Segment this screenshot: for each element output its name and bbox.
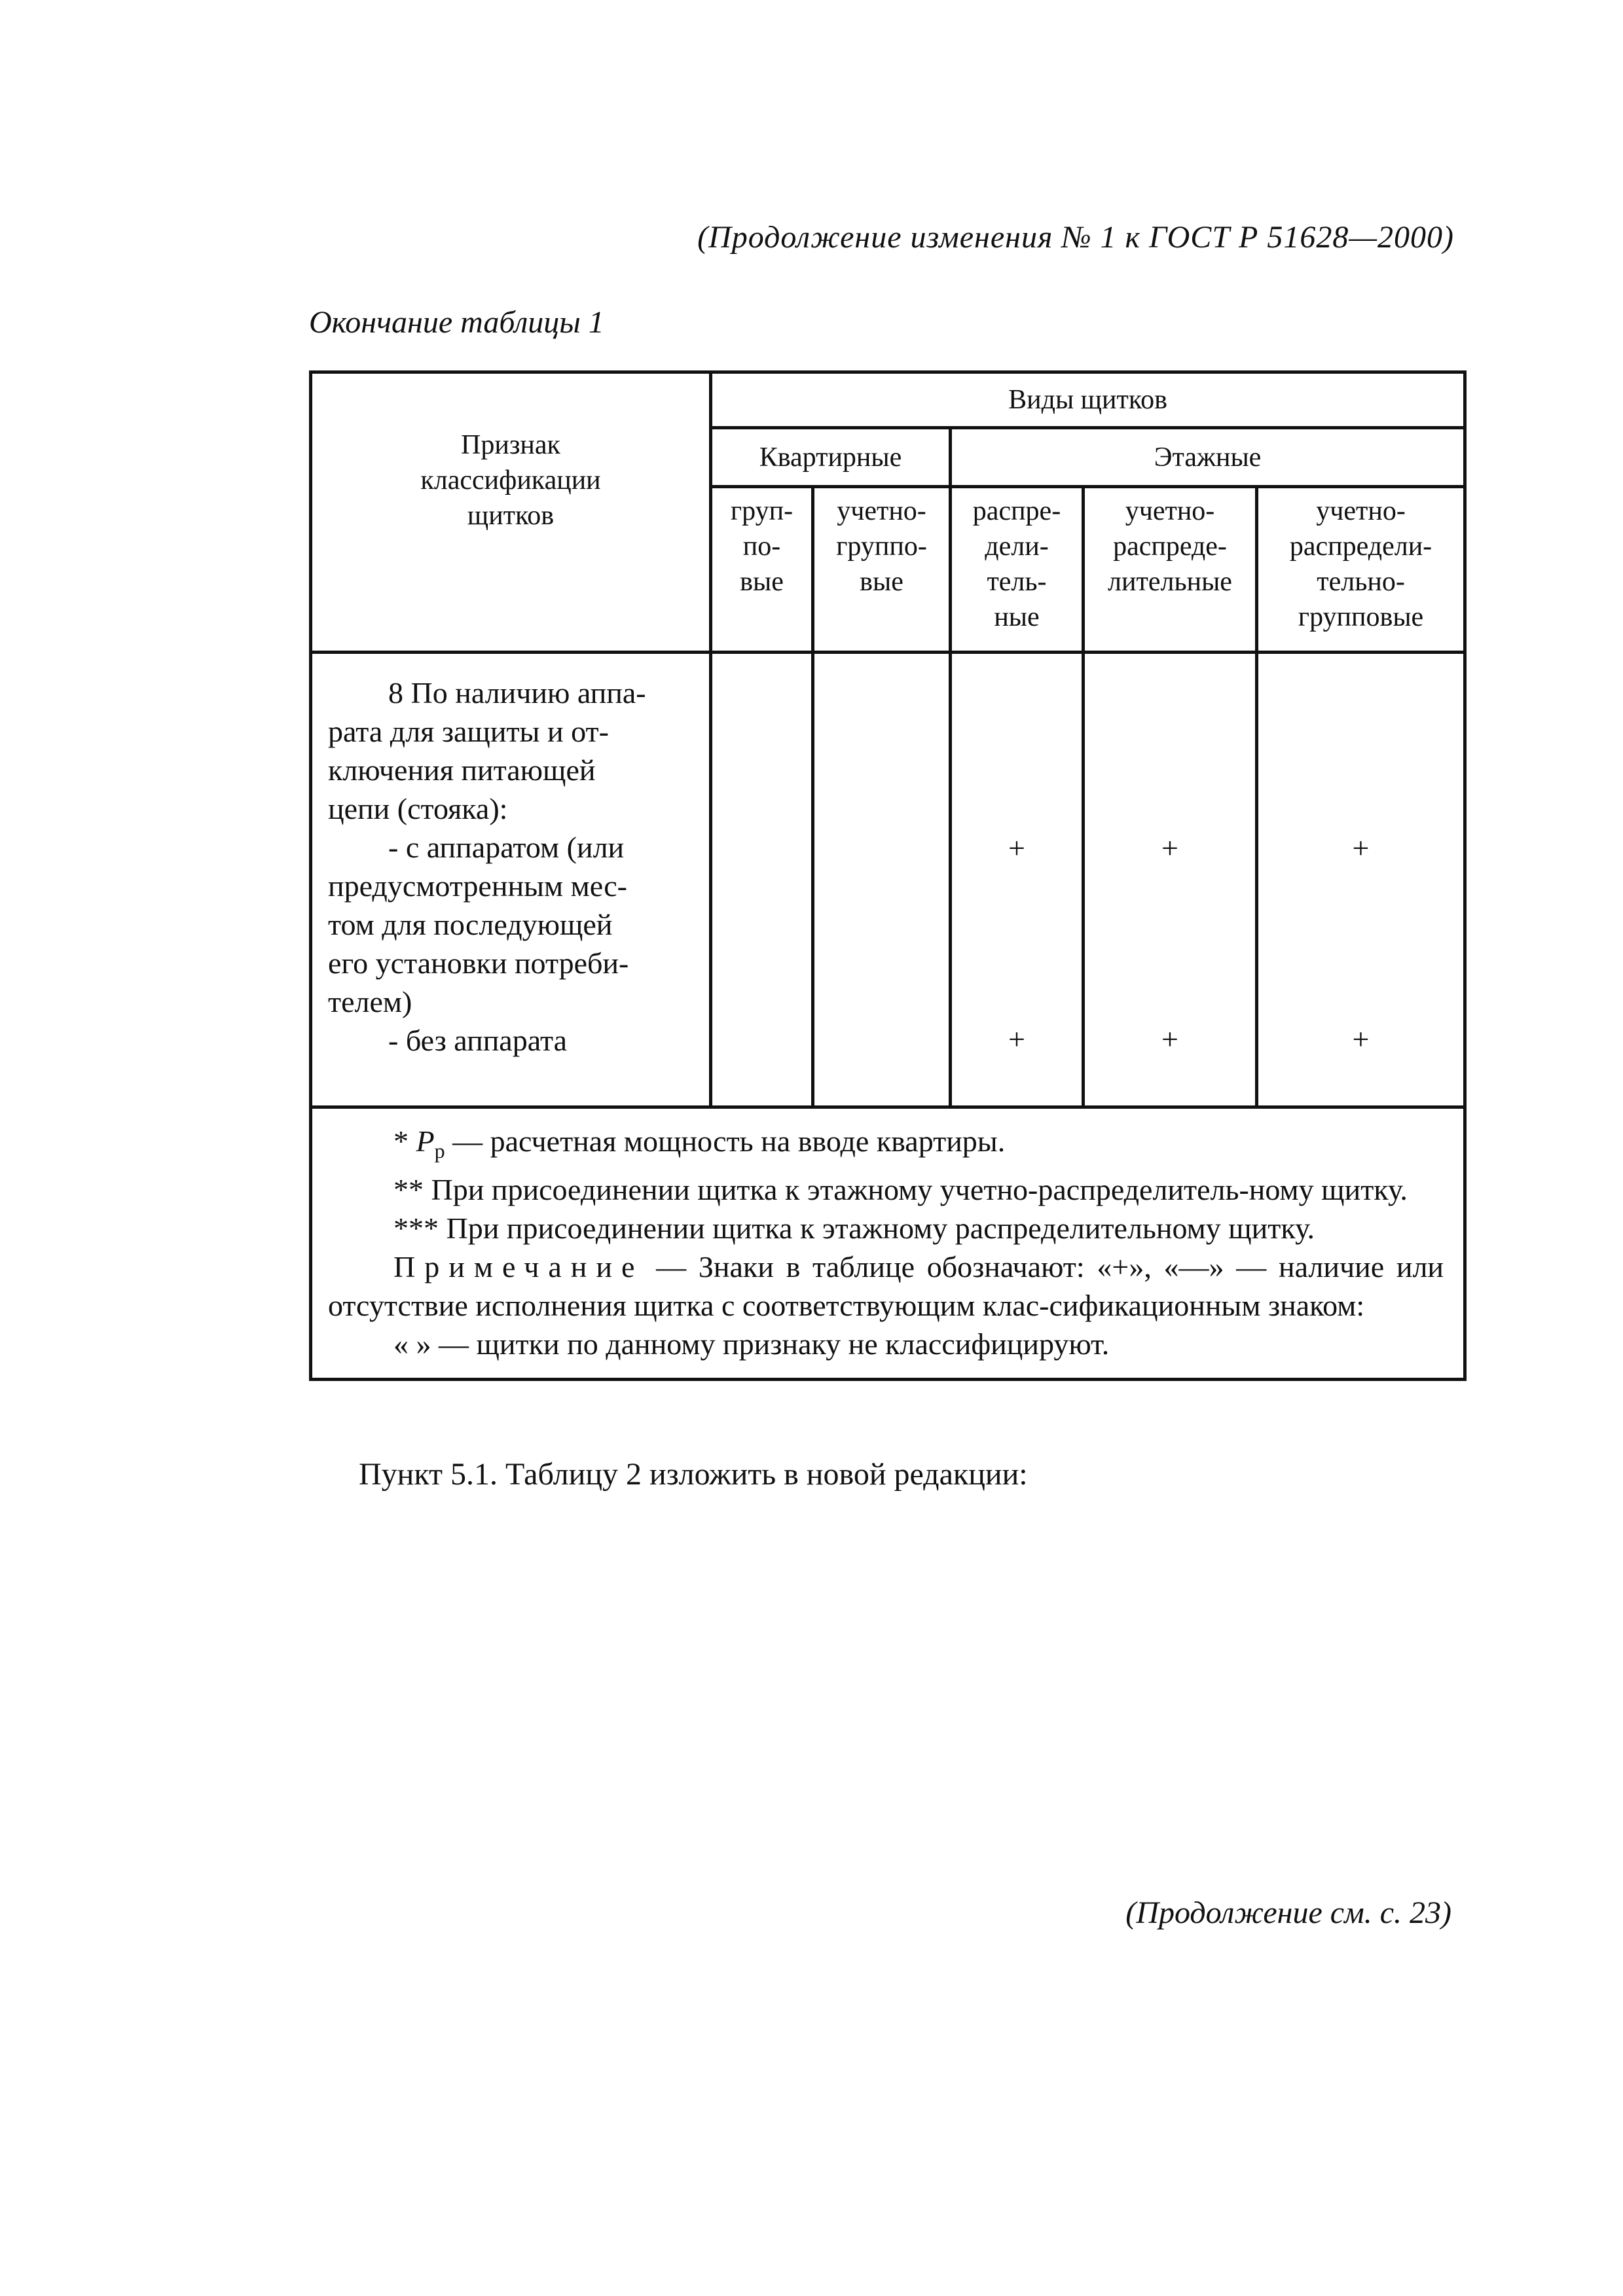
column-header-metering-distribution-group: учетно- распредели- тельно- групповые [1257, 487, 1465, 653]
column-header-distribution: распре- дели- тель- ные [951, 487, 1084, 653]
mark-cell [813, 653, 951, 1107]
feature-column-header: Признак классификации щитков [311, 372, 711, 653]
column-header-metering-group: учетно- группо- вые [813, 487, 951, 653]
mark-with-apparatus: + [1161, 831, 1178, 865]
mark-cell [951, 653, 1084, 1107]
column-header-metering-distribution: учетно- распреде- лительные [1084, 487, 1257, 653]
panel-types-header: Виды щитков [711, 372, 1465, 428]
clause-text: Пункт 5.1. Таблицу 2 изложить в новой редакции: [359, 1457, 1028, 1492]
mark-cell [1257, 653, 1465, 1107]
page-footer: (Продолжение см. с. 23) [1125, 1895, 1451, 1930]
table-notes [311, 1107, 1465, 1380]
classification-table [309, 370, 1467, 1381]
floor-panels-header: Этажные [951, 428, 1465, 487]
notes-row [311, 1107, 1465, 1380]
mark-with-apparatus: + [1352, 831, 1370, 865]
note-last: « » — щитки по данному признаку не классифицируют. [393, 1327, 1110, 1361]
apartment-panels-header: Квартирные [711, 428, 951, 487]
note-2: ** При присоединении щитка к этажному учетно-распределитель-ному щитку. [393, 1173, 1408, 1206]
feature-cell: 8 По наличию аппа- рата для защиты и от- ключения питающей цепи (стояка): - с аппаратом (или предусмотренным мес- том для последующей его установки потреби- телем) - без аппарата [311, 653, 711, 1107]
page-header: (Продолжение изменения № 1 к ГОСТ Р 51628—2000) [697, 220, 1454, 255]
mark-with-apparatus: + [1008, 831, 1025, 865]
mark-without-apparatus: + [1352, 1022, 1370, 1056]
table-row [311, 653, 1465, 1107]
column-header-group: груп- по- вые [711, 487, 813, 653]
table-caption: Окончание таблицы 1 [309, 305, 604, 340]
mark-cell [1084, 653, 1257, 1107]
mark-without-apparatus: + [1008, 1022, 1025, 1056]
note-1: * $P_р$ — расчетная мощность на вводе квартиры. [393, 1124, 1006, 1162]
mark-cell [711, 653, 813, 1107]
note-3: *** При присоединении щитка к этажному распределительному щитку. [393, 1211, 1315, 1245]
mark-without-apparatus: + [1161, 1022, 1178, 1056]
note-main: Примечание — Знаки в таблице обозначают: «+», «—» — наличие или отсутствие исполнения щитка с соответствующим клас-сификационным знаком: [328, 1250, 1444, 1322]
